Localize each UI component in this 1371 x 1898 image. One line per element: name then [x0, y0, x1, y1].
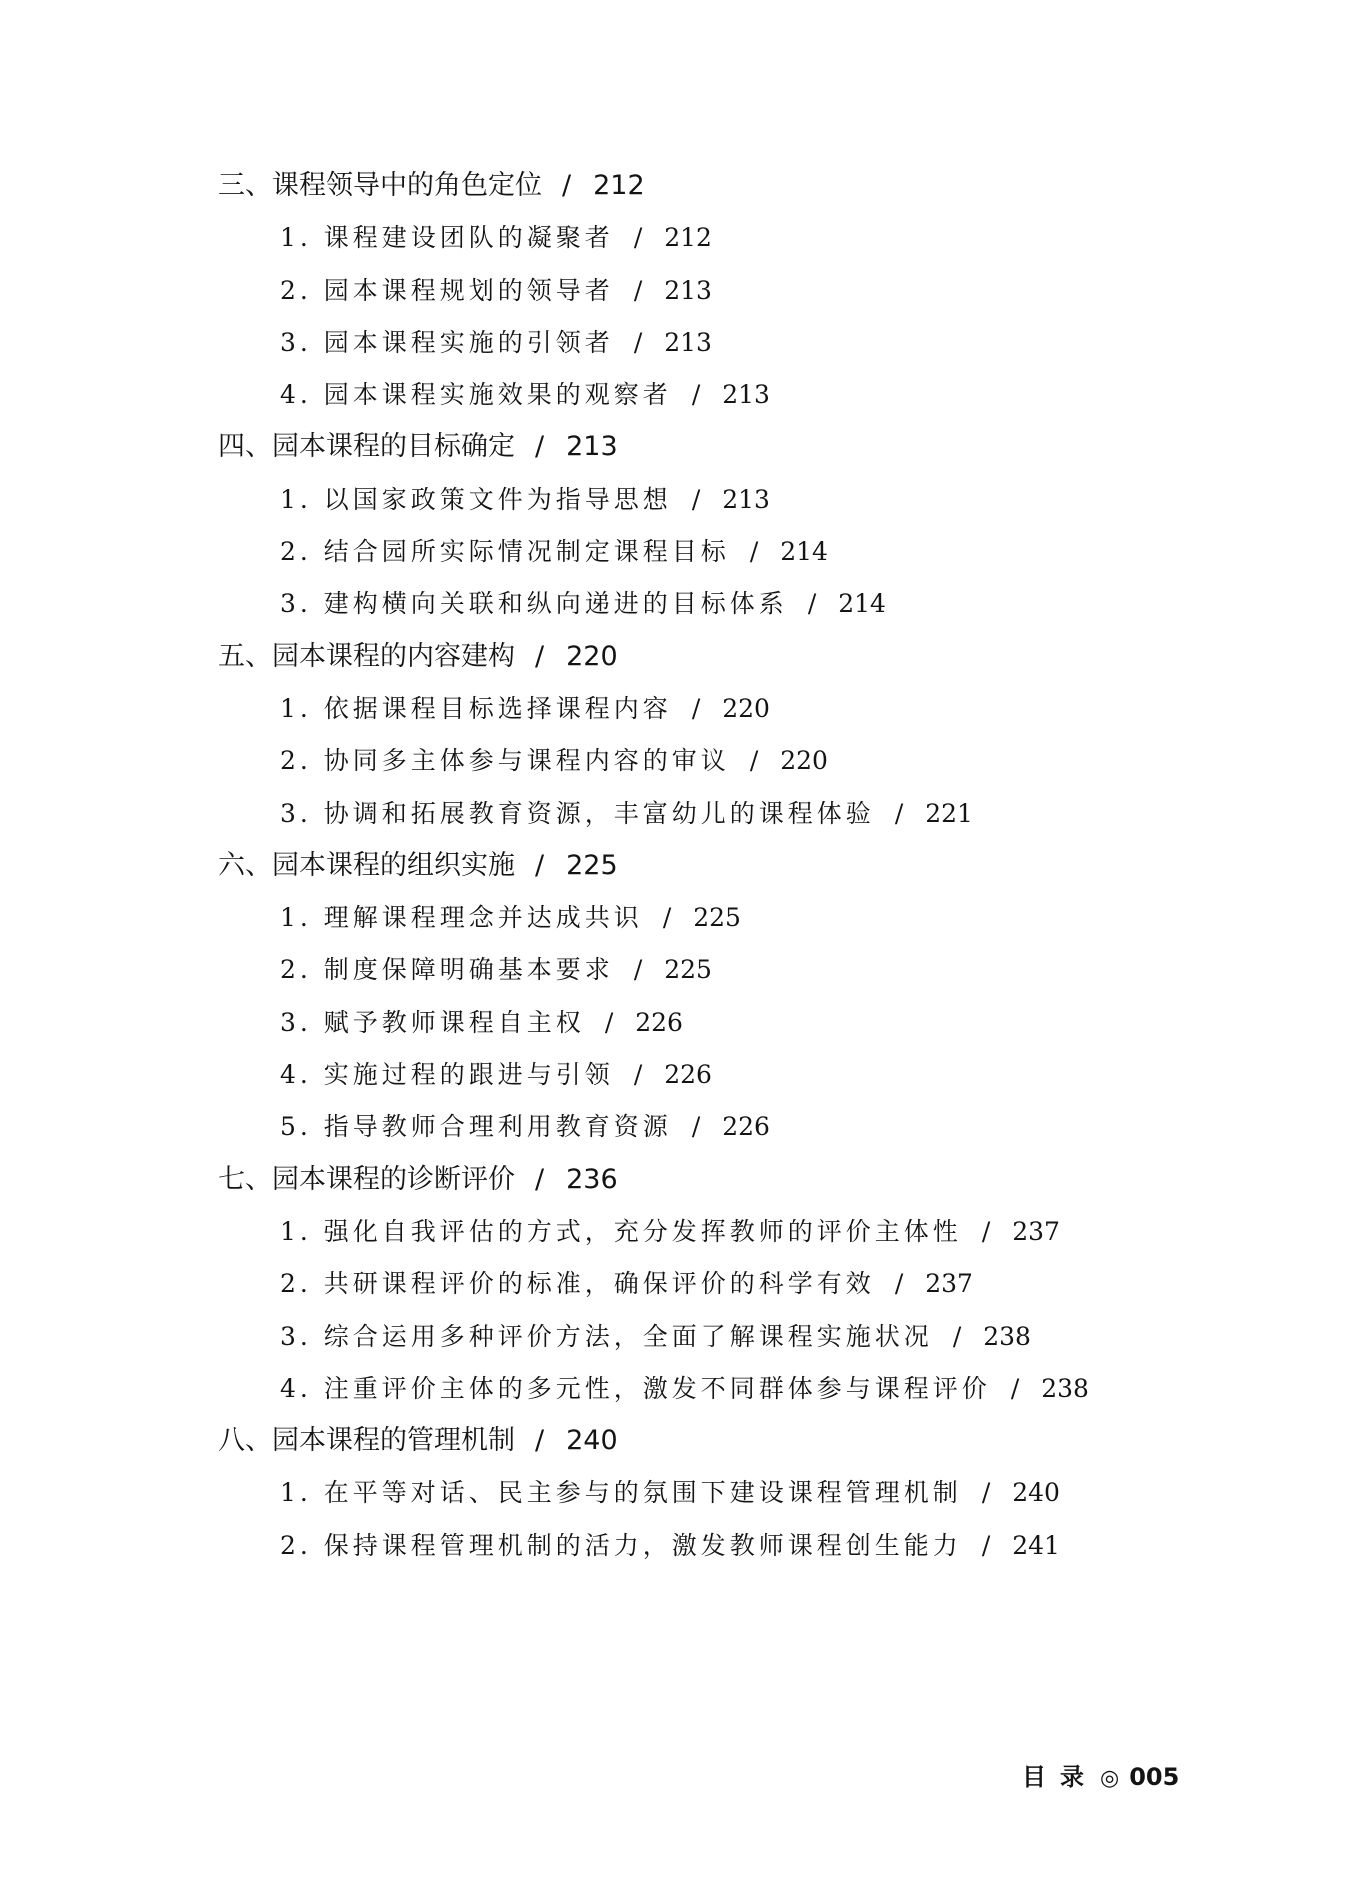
footer-label: 目录	[1022, 1763, 1098, 1791]
page-footer	[1022, 1759, 1179, 1797]
toc-page-number: 236	[566, 1163, 618, 1195]
toc-entry-title: 三、课程领导中的角色定位	[218, 170, 542, 201]
toc-entry-title: 1. 在平等对话、民主参与的氛围下建设课程管理机制	[280, 1478, 962, 1508]
toc-entry-title: 2. 园本课程规划的领导者	[280, 275, 614, 305]
toc-separator: /	[662, 903, 672, 933]
toc-page-number: 212	[664, 223, 712, 253]
toc-page-number: 241	[1012, 1530, 1060, 1560]
toc-item	[0, 1363, 1371, 1415]
toc-section	[0, 1415, 1371, 1467]
toc-page-number: 214	[838, 589, 886, 619]
toc-entry-title: 六、园本课程的组织实施	[218, 849, 515, 881]
toc-separator: /	[633, 955, 643, 985]
toc-page-number: 213	[664, 275, 712, 305]
toc-entry-title: 3. 园本课程实施的引领者	[280, 327, 614, 357]
toc-page-number: 226	[722, 1112, 770, 1142]
toc-separator: /	[894, 1269, 904, 1299]
toc-item	[0, 1206, 1371, 1258]
toc-entry-title: 4. 注重评价主体的多元性，激发不同群体参与课程评价	[280, 1373, 991, 1403]
toc-item	[0, 265, 1371, 317]
toc-entry-title: 4. 园本课程实施效果的观察者	[280, 380, 672, 410]
toc-separator: /	[633, 1060, 643, 1090]
toc-separator: /	[952, 1321, 962, 1351]
toc-item	[0, 369, 1371, 421]
toc-section	[0, 160, 1371, 212]
toc-page-number: 226	[664, 1060, 712, 1090]
toc-entry-title: 3. 协调和拓展教育资源，丰富幼儿的课程体验	[280, 798, 875, 828]
toc-item	[0, 788, 1371, 840]
toc-page-number: 213	[722, 484, 770, 514]
toc-page-number: 221	[925, 798, 973, 828]
toc-page-number: 237	[925, 1269, 973, 1299]
toc-separator: /	[633, 275, 643, 305]
toc-entry-title: 2. 协同多主体参与课程内容的审议	[280, 746, 730, 776]
toc-entry-title: 八、园本课程的管理机制	[218, 1425, 515, 1457]
toc-entry-title: 1. 依据课程目标选择课程内容	[280, 693, 672, 723]
toc-separator: /	[691, 1112, 701, 1142]
toc-item	[0, 735, 1371, 787]
toc-entry-title: 4. 实施过程的跟进与引领	[280, 1060, 614, 1090]
footer-circle-icon: ◎	[1100, 1766, 1120, 1791]
toc-item	[0, 212, 1371, 264]
toc-item	[0, 892, 1371, 944]
toc-entry-title: 1. 强化自我评估的方式，充分发挥教师的评价主体性	[280, 1216, 962, 1246]
toc-item	[0, 683, 1371, 735]
toc-entry-title: 2. 制度保障明确基本要求	[280, 955, 614, 985]
toc-separator: /	[981, 1216, 991, 1246]
toc-entry-title: 3. 建构横向关联和纵向递进的目标体系	[280, 589, 788, 619]
toc-separator: /	[633, 223, 643, 253]
toc-page-number: 220	[722, 693, 770, 723]
toc-item	[0, 1049, 1371, 1101]
toc-item	[0, 1258, 1371, 1310]
toc-section	[0, 421, 1371, 473]
toc-separator: /	[981, 1478, 991, 1508]
toc-separator: /	[807, 589, 817, 619]
toc-separator: /	[691, 484, 701, 514]
toc-separator: /	[535, 431, 545, 463]
toc-item	[0, 1101, 1371, 1153]
toc-separator: /	[562, 170, 572, 201]
toc-section	[0, 631, 1371, 683]
toc-entry-title: 四、园本课程的目标确定	[218, 431, 515, 463]
toc-entry-title: 2. 结合园所实际情况制定课程目标	[280, 537, 730, 567]
toc-entry-title: 1. 理解课程理念并达成共识	[280, 903, 643, 933]
toc-entry-title: 3. 综合运用多种评价方法，全面了解课程实施状况	[280, 1321, 933, 1351]
toc-page-number: 226	[635, 1007, 683, 1037]
toc-item	[0, 474, 1371, 526]
toc-separator: /	[894, 798, 904, 828]
toc-item	[0, 1520, 1371, 1572]
footer-page-number: 005	[1129, 1763, 1180, 1791]
toc-entry-title: 3. 赋予教师课程自主权	[280, 1007, 585, 1037]
toc-separator: /	[535, 849, 545, 881]
toc-separator: /	[604, 1007, 614, 1037]
toc-page-number: 240	[1012, 1478, 1060, 1508]
toc-separator: /	[535, 1163, 545, 1195]
toc-page-number: 225	[664, 955, 712, 985]
toc-page-number: 220	[780, 746, 828, 776]
toc-page-number: 225	[693, 903, 741, 933]
toc-entry-title: 七、园本课程的诊断评价	[218, 1163, 515, 1195]
toc-item	[0, 317, 1371, 369]
toc-item	[0, 526, 1371, 578]
toc-section	[0, 1154, 1371, 1206]
toc-page-number: 240	[566, 1425, 618, 1457]
toc-item	[0, 944, 1371, 996]
toc-item	[0, 1311, 1371, 1363]
toc-separator: /	[633, 327, 643, 357]
toc-separator: /	[749, 746, 759, 776]
toc-page-number: 212	[593, 170, 645, 201]
toc-item	[0, 578, 1371, 630]
toc-page-number: 238	[1041, 1373, 1089, 1403]
toc-page-number: 238	[983, 1321, 1031, 1351]
toc-page-number: 214	[780, 537, 828, 567]
toc-separator: /	[535, 640, 545, 672]
toc-section	[0, 840, 1371, 892]
toc-page-number: 213	[664, 327, 712, 357]
toc-separator: /	[749, 537, 759, 567]
toc-entry-title: 1. 以国家政策文件为指导思想	[280, 484, 672, 514]
toc-entry-title: 5. 指导教师合理利用教育资源	[280, 1112, 672, 1142]
toc-entry-title: 1. 课程建设团队的凝聚者	[280, 223, 614, 253]
toc-page-number: 225	[566, 849, 618, 881]
toc-page-number: 213	[722, 380, 770, 410]
toc-separator: /	[691, 693, 701, 723]
toc-page-number: 220	[566, 640, 618, 672]
toc-item	[0, 997, 1371, 1049]
toc-separator: /	[535, 1425, 545, 1457]
toc-entry-title: 2. 共研课程评价的标准，确保评价的科学有效	[280, 1269, 875, 1299]
toc-separator: /	[691, 380, 701, 410]
toc-item	[0, 1467, 1371, 1519]
table-of-contents	[0, 160, 1371, 1572]
toc-entry-title: 五、园本课程的内容建构	[218, 640, 515, 672]
toc-entry-title: 2. 保持课程管理机制的活力，激发教师课程创生能力	[280, 1530, 962, 1560]
toc-separator: /	[1010, 1373, 1020, 1403]
toc-page-number: 237	[1012, 1216, 1060, 1246]
toc-page-number: 213	[566, 431, 618, 463]
toc-separator: /	[981, 1530, 991, 1560]
